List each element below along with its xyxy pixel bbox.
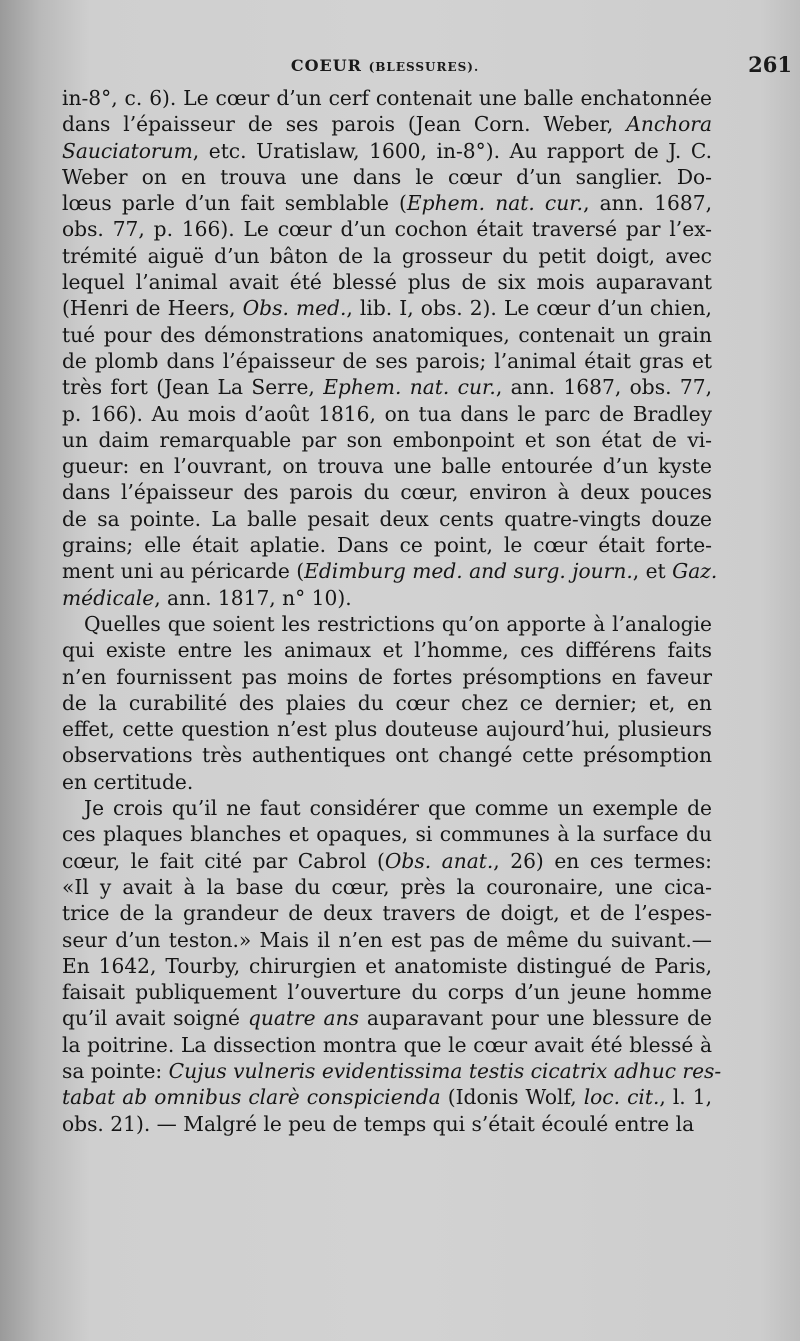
text-run: trémité aiguë d’un bâton de la grosseur du petit doigt, avec	[62, 243, 712, 268]
text-line	[62, 453, 712, 479]
text-run: de la curabilité des plaies du cœur chez ce dernier; et, en	[62, 690, 712, 715]
running-title	[62, 56, 708, 75]
text-run: seur d’un teston.» Mais il n’en est pas de même du suivant.—	[62, 927, 712, 952]
text-run: très fort (Jean La Serre,	[62, 375, 324, 400]
text-line	[62, 821, 712, 847]
text-run: obs. 21). — Malgré le peu de temps qui s’était écoulé entre la	[62, 1111, 695, 1136]
text-line	[62, 348, 712, 374]
text-run: obs. 77, p. 166). Le cœur d’un cochon était traversé par l’ex-	[62, 217, 712, 242]
text-run: observations très authentiques ont changé cette présomption	[62, 743, 712, 768]
text-line	[62, 558, 718, 584]
text-run: Weber on en trouva une dans le cœur d’un sanglier. Do-	[62, 164, 712, 189]
text-run: Quelles que soient les restrictions qu’on apporte à l’analogie	[84, 611, 712, 636]
text-run: , ann. 1817, n° 10).	[154, 585, 352, 610]
text-line	[62, 585, 712, 611]
text-run: , 26) en ces termes:	[493, 848, 712, 873]
text-run: tué pour des démonstrations anatomiques, contenait un grain	[62, 322, 712, 347]
text-run: , ann. 1687, obs. 77,	[495, 375, 712, 400]
text-line	[62, 953, 712, 979]
text-run: ces plaques blanches et opaques, si communes à la surface du	[62, 822, 712, 847]
text-line	[62, 322, 712, 348]
text-line	[62, 164, 712, 190]
text-line	[62, 664, 712, 690]
text-run: n’en fournissent pas moins de fortes présomptions en faveur	[62, 664, 712, 689]
text-run: la poitrine. La dissection montra que le cœur avait été blessé à	[62, 1032, 712, 1057]
text-run: (Idonis Wolf,	[440, 1085, 584, 1110]
text-line	[62, 927, 712, 953]
italic-run: Sauciatorum	[62, 138, 193, 163]
page-number: 261	[748, 52, 792, 77]
text-run: en certitude.	[62, 769, 194, 794]
text-run: grains; elle était aplatie. Dans ce point, le cœur était forte-	[62, 533, 712, 558]
text-run: sa pointe:	[62, 1058, 169, 1083]
body-text	[62, 85, 722, 1137]
text-run: qu’il avait soigné	[62, 1006, 248, 1031]
text-line	[62, 269, 712, 295]
italic-run: quatre ans	[247, 1006, 359, 1031]
italic-run: Gaz.	[672, 559, 718, 584]
text-line	[62, 979, 712, 1005]
text-run: faisait publiquement l’ouverture du corps d’un jeune homme	[62, 980, 712, 1005]
text-run: in-8°, c. 6). Le cœur d’un cerf contenait une balle enchatonnée	[62, 86, 712, 110]
italic-run: Obs. anat.	[384, 848, 494, 873]
text-line	[62, 848, 712, 874]
italic-run: Anchora	[626, 112, 712, 137]
text-line	[62, 1111, 712, 1137]
text-run: de sa pointe. La balle pesait deux cents quatre-vingts douze	[62, 506, 712, 531]
text-line	[62, 111, 712, 137]
text-run: (Henri de Heers,	[62, 296, 243, 321]
text-line	[62, 401, 712, 427]
text-line	[62, 716, 712, 742]
text-line	[62, 295, 712, 321]
text-run: , et	[632, 559, 673, 584]
text-line	[62, 1058, 722, 1084]
text-line	[62, 190, 712, 216]
italic-run: tabat ab omnibus clarè conspicienda	[62, 1085, 441, 1110]
text-line	[62, 138, 712, 164]
text-line	[62, 374, 712, 400]
text-line	[62, 506, 712, 532]
text-line	[62, 85, 712, 111]
page-header	[62, 52, 792, 82]
text-run: auparavant pour une blessure de	[358, 1006, 713, 1031]
text-line	[62, 1084, 712, 1110]
italic-run: Ephem. nat. cur.	[323, 375, 496, 400]
italic-run: Obs. med.	[242, 296, 347, 321]
text-run: ment uni au péricarde (	[62, 559, 305, 584]
text-line	[62, 874, 712, 900]
text-run: de plomb dans l’épaisseur de ses parois; l’animal était gras et	[62, 348, 712, 373]
text-line	[62, 690, 712, 716]
text-run: trice de la grandeur de deux travers de doigt, et de l’espes-	[62, 901, 712, 926]
running-title-sub: (BLESSURES).	[368, 60, 480, 74]
italic-run: loc. cit.	[583, 1085, 660, 1110]
text-run: , l. 1,	[659, 1085, 712, 1110]
text-line	[62, 243, 712, 269]
text-run: , lib. I, obs. 2). Le cœur d’un chien,	[346, 296, 712, 321]
text-run: «Il y avait à la base du cœur, près la couronaire, une cica-	[62, 874, 712, 899]
text-run: effet, cette question n’est plus douteuse aujourd’hui, plusieurs	[62, 717, 712, 742]
text-line	[62, 1005, 712, 1031]
text-run: , ann. 1687,	[583, 191, 712, 216]
italic-run: médicale	[62, 585, 155, 610]
text-line	[62, 900, 712, 926]
italic-run: Cujus vulneris evidentissima testis cicatrix adhuc res-	[168, 1058, 722, 1083]
text-line	[62, 742, 712, 768]
text-run: cœur, le fait cité par Cabrol (	[62, 848, 385, 873]
text-run: dans l’épaisseur des parois du cœur, environ à deux pouces	[62, 480, 712, 505]
text-run: dans l’épaisseur de ses parois (Jean Corn. Weber,	[62, 112, 627, 137]
running-title-main: COEUR	[290, 56, 362, 75]
text-line	[62, 479, 712, 505]
text-line	[62, 532, 712, 558]
text-line	[62, 795, 712, 821]
text-run: lequel l’animal avait été blessé plus de six mois auparavant	[62, 270, 712, 295]
text-line	[62, 611, 712, 637]
text-run: p. 166). Au mois d’août 1816, on tua dans le parc de Bradley	[62, 401, 712, 426]
text-line	[62, 1032, 712, 1058]
italic-run: Edimburg med. and surg. journ.	[304, 559, 633, 584]
text-line	[62, 216, 712, 242]
italic-run: Ephem. nat. cur.	[406, 191, 584, 216]
text-run: En 1642, Tourby, chirurgien et anatomiste distingué de Paris,	[62, 953, 712, 978]
text-line	[62, 637, 712, 663]
text-run: gueur: en l’ouvrant, on trouva une balle entourée d’un kyste	[62, 454, 712, 479]
text-line	[62, 427, 712, 453]
text-run: lœus parle d’un fait semblable (	[62, 191, 407, 216]
text-run: qui existe entre les animaux et l’homme, ces différens faits	[62, 638, 712, 663]
text-run: Je crois qu’il ne faut considérer que comme un exemple de	[84, 796, 712, 821]
text-run: , etc. Uratislaw, 1600, in-8°). Au rapport de J. C.	[192, 138, 712, 163]
text-run: un daim remarquable par son embonpoint et son état de vi-	[62, 427, 712, 452]
text-line	[62, 769, 712, 795]
